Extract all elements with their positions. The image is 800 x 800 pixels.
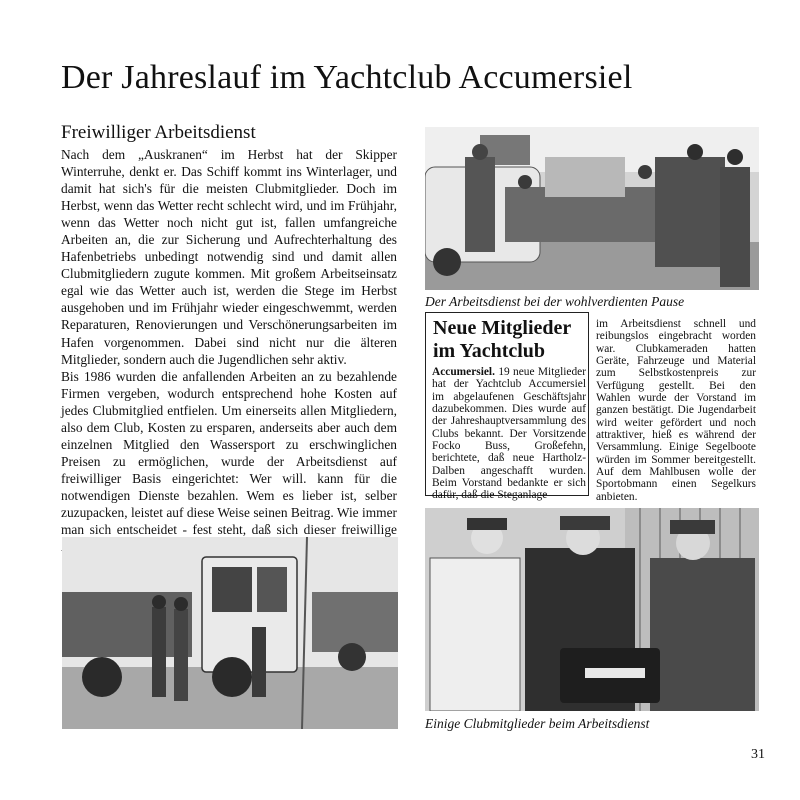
page-number: 31	[751, 747, 765, 762]
photo-truck-image	[62, 537, 398, 729]
photo-group-break-image	[425, 127, 759, 290]
photo-group-break	[425, 127, 759, 290]
news-box-title-line: Neue Mitglieder	[433, 317, 572, 339]
caption-group-break: Der Arbeitsdienst bei der wohlverdienten Pause	[425, 294, 685, 309]
news-text-col1: 19 neue Mitglieder hat der Yachtclub Accumersiel im abgelaufenen Geschäftsjahr dazubekommen. Dies wurde auf der Jahreshauptversammlung des Clubs bekannt. Der Vorsitzende Focko Buss, Großefehn, berichtete, daß neue Hartholz-Dalben angeschafft wurden. Beim Vorstand bedankte er sich dafür, daß die Steganlage	[432, 366, 586, 502]
page-title: Der Jahreslauf im Yachtclub Accumersiel	[61, 59, 633, 96]
news-box-title	[433, 317, 593, 363]
news-box-text	[432, 366, 586, 502]
article-paragraph: Bis 1986 wurden die anfallenden Arbeiten an zu bezahlende Firmen vergeben, wodurch entsprechend hohe Kosten auf jedes Clubmitglied entfielen. Um einerseits allen Mitgliedern, also dem Club, Kosten zu ersparen, anderseits aber auch dem einzelnen Mitglied den Wassersport zu erschwinglichen Preisen zu ermöglichen, wurde der Arbeitsdienst auf freiwilliger Basis eingerichtet: Wer will. kann für die notwendigen Dienste bezahlen. Wem es lieber ist, selber zuzupacken, leistet auf diese Weise seinen Beitrag. Wie immer man sich entscheidet - fest steht, daß sich dieser freiwillige	[61, 368, 397, 538]
news-dateline: Accumersiel.	[432, 366, 495, 378]
photo-members-work-image	[425, 508, 759, 711]
photo-truck	[62, 537, 398, 729]
photo-members-work	[425, 508, 759, 711]
article-body	[61, 146, 397, 555]
article-paragraph: Nach dem „Auskranen“ im Herbst hat der Skipper Winterruhe, denkt er. Das Schiff kommt ins Winterlager, und damit hat sich's für die meisten Clubmitglieder. Doch im Herbst, wenn das Wetter recht schlecht wird, und im Frühjahr, wenn das Wetter noch nicht gut ist, fallen umfangreiche Arbeiten an, die zur Sicherung und Aufrechterhaltung des Hafenbetriebs unbedingt notwendig sind und damit allen Clubmitgliedern zugute kommen. Mit großem Arbeitseinsatz egal wie das Wetter auch ist, werden die Stege im Herbst ausgehoben und im Frühjahr wieder eingeschwemmt, werden Reparaturen, Renovierungen und Verschönerungsarbeiten im Hafen vorgenommen. Dabei sind nicht nur die älteren Mitglieder, sondern auch die Jugendlichen sehr aktiv.	[61, 147, 397, 367]
caption-members-work: Einige Clubmitglieder beim Arbeitsdienst	[425, 716, 650, 731]
article-heading: Freiwilliger Arbeitsdienst	[61, 122, 256, 143]
news-text-col2: im Arbeitsdienst schnell und reibungslos eingebracht worden war. Clubkameraden hatten Geräte, Fahrzeuge und Material zum Selbstkostenpreis zur Verfügung gestellt. Bei den Wahlen wurde der Vorstand im ganzen bestätigt. Die Jugendarbeit wird weiter gefördert und noch attraktiver, hieß es während der Versammlung. Einige Segelboote würden im Sommer bereitgestellt. Auf dem Mahlbusen wolle der Sportobmann einen Segelkurs anbieten.	[596, 318, 756, 503]
news-box-title-line: im Yachtclub	[433, 340, 546, 362]
